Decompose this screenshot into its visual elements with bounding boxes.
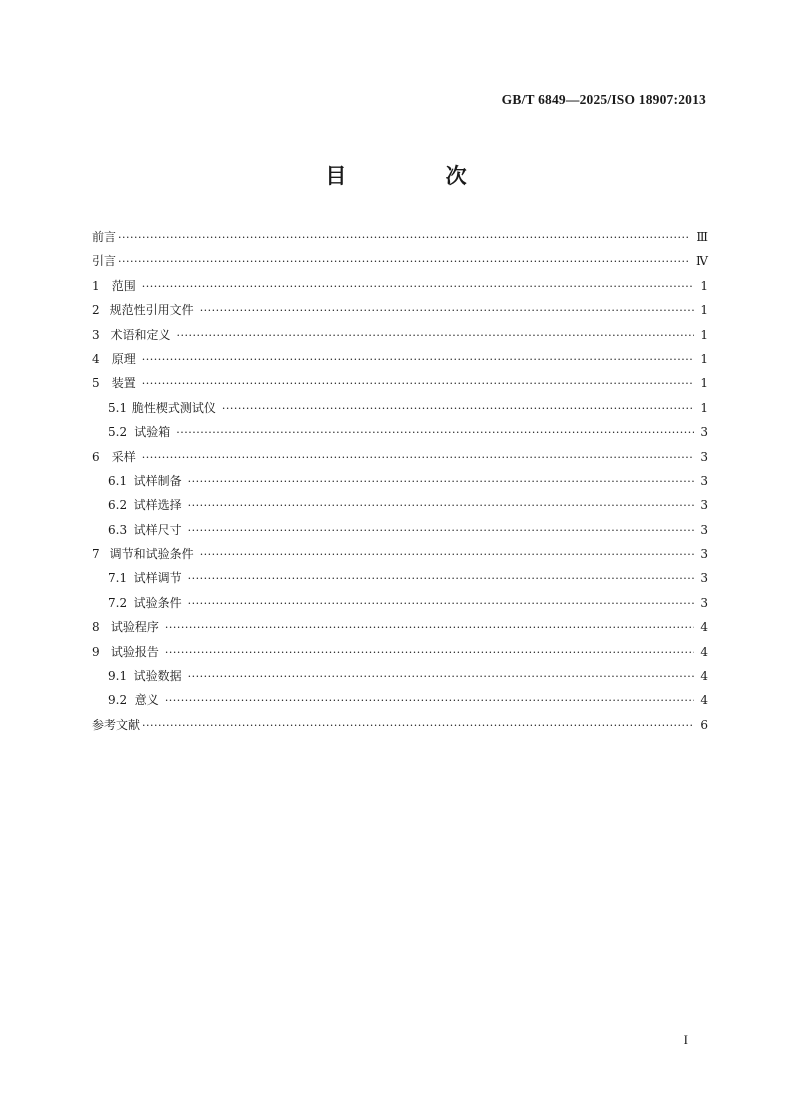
toc-entry-page: 3 xyxy=(700,498,708,513)
toc-entry-label: 调节和试验条件 xyxy=(109,547,194,562)
toc-entry[interactable] xyxy=(92,396,708,420)
toc-entry-label: 前言 xyxy=(92,230,117,244)
toc-dot-leader xyxy=(118,225,690,249)
toc-dot-leader xyxy=(142,371,694,395)
toc-entry-label: 试验报告 xyxy=(110,644,159,659)
toc-entry[interactable] xyxy=(92,542,708,566)
toc-dot-leader xyxy=(188,469,694,493)
toc-entry-label: 引言 xyxy=(92,254,117,269)
toc-entry-page: 3 xyxy=(700,571,708,586)
toc-dot-leader xyxy=(200,298,694,322)
toc-dot-leader xyxy=(176,420,694,444)
toc-entry-label: 脆性楔式测试仪 xyxy=(131,400,216,415)
toc-entry-page: 1 xyxy=(700,327,708,342)
toc-entry-number: 3 xyxy=(92,327,100,342)
toc-entry-label: 原理 xyxy=(111,351,136,366)
toc-entry-page: 4 xyxy=(700,693,708,708)
toc-dot-leader xyxy=(142,274,694,298)
toc-entry-page: Ⅳ xyxy=(696,254,708,269)
toc-entry-page: 3 xyxy=(700,425,708,440)
toc-entry-page: 1 xyxy=(700,400,708,415)
toc-entry-number: 4 xyxy=(92,351,100,366)
toc-entry[interactable] xyxy=(92,688,708,712)
toc-entry-label: 试样制备 xyxy=(133,473,182,488)
toc-entry[interactable] xyxy=(92,323,708,347)
toc-dot-leader xyxy=(118,249,690,273)
toc-entry-label: 意义 xyxy=(134,693,159,708)
toc-dot-leader xyxy=(142,713,694,737)
toc-entry-page: 6 xyxy=(700,717,708,732)
toc-entry-label: 试样调节 xyxy=(133,571,182,586)
toc-entry-page: 3 xyxy=(700,595,708,610)
toc-entry-label: 参考文献 xyxy=(92,717,141,732)
footer-page-number: I xyxy=(683,1032,688,1047)
standard-code-header: GB/T 6849—2025/ISO 18907:2013 xyxy=(501,92,706,107)
page-title: 目 次 xyxy=(325,164,513,188)
toc-dot-leader xyxy=(165,688,694,712)
toc-entry[interactable] xyxy=(92,420,708,444)
toc-dot-leader xyxy=(165,615,694,639)
toc-entry[interactable] xyxy=(92,445,708,469)
toc-entry-page: 3 xyxy=(700,522,708,537)
toc-entry-page: 3 xyxy=(700,473,708,488)
toc-entry[interactable] xyxy=(92,664,708,688)
toc-dot-leader xyxy=(165,640,694,664)
toc-entry-number: 7.1 xyxy=(108,571,128,586)
toc-entry[interactable] xyxy=(92,347,708,371)
toc-entry-label: 试样选择 xyxy=(133,498,182,513)
toc-entry-page: 4 xyxy=(700,644,708,659)
toc-entry-label: 试验数据 xyxy=(133,669,182,684)
toc-entry-page: 3 xyxy=(700,449,708,464)
toc-dot-leader xyxy=(142,347,694,371)
toc-entry[interactable] xyxy=(92,518,708,542)
toc-dot-leader xyxy=(200,542,694,566)
toc-entry-number: 6.1 xyxy=(108,473,128,488)
toc-dot-leader xyxy=(222,396,694,420)
toc-entry[interactable] xyxy=(92,371,708,395)
toc-entry[interactable] xyxy=(92,274,708,298)
toc-entry-label: 装置 xyxy=(111,376,136,391)
toc-entry-number: 9.2 xyxy=(108,693,128,708)
toc-dot-leader xyxy=(188,566,694,590)
toc-entry-number: 5.1 xyxy=(108,400,128,415)
toc-entry-number: 7.2 xyxy=(108,595,128,610)
table-of-contents xyxy=(92,225,708,737)
toc-entry-label: 范围 xyxy=(111,278,136,293)
toc-entry-label: 试验程序 xyxy=(110,620,159,635)
toc-entry[interactable] xyxy=(92,713,708,737)
toc-entry[interactable] xyxy=(92,298,708,322)
toc-dot-leader xyxy=(188,664,694,688)
toc-entry[interactable] xyxy=(92,640,708,664)
toc-entry-number: 9 xyxy=(92,644,100,659)
toc-entry-number: 6.2 xyxy=(108,498,128,513)
toc-entry-page: 1 xyxy=(700,376,708,391)
toc-entry-page: 1 xyxy=(700,303,708,318)
toc-entry-page: 1 xyxy=(700,351,708,366)
toc-entry-number: 8 xyxy=(92,620,100,635)
toc-entry-number: 6 xyxy=(92,449,100,464)
toc-entry-label: 规范性引用文件 xyxy=(109,303,194,318)
toc-entry-number: 1 xyxy=(92,278,100,293)
toc-entry-number: 6.3 xyxy=(108,522,128,537)
toc-entry-label: 采样 xyxy=(111,449,136,464)
toc-entry-page: 3 xyxy=(700,547,708,562)
toc-entry-label: 试验条件 xyxy=(133,595,182,610)
toc-entry-label: 试验箱 xyxy=(134,425,171,440)
toc-dot-leader xyxy=(177,323,694,347)
toc-dot-leader xyxy=(188,591,694,615)
toc-entry-page: 4 xyxy=(700,669,708,684)
toc-entry[interactable] xyxy=(92,591,708,615)
toc-entry-number: 5.2 xyxy=(108,425,128,440)
toc-entry[interactable] xyxy=(92,566,708,590)
toc-entry[interactable] xyxy=(92,225,708,249)
toc-dot-leader xyxy=(188,518,694,542)
toc-dot-leader xyxy=(142,445,694,469)
toc-entry[interactable] xyxy=(92,249,708,273)
toc-entry-page: 4 xyxy=(700,620,708,635)
toc-entry-page: Ⅲ xyxy=(696,230,708,244)
toc-entry-number: 2 xyxy=(92,303,100,318)
toc-entry[interactable] xyxy=(92,615,708,639)
toc-dot-leader xyxy=(188,493,694,517)
toc-entry[interactable] xyxy=(92,493,708,517)
toc-entry-number: 9.1 xyxy=(108,669,128,684)
toc-entry[interactable] xyxy=(92,469,708,493)
toc-entry-label: 术语和定义 xyxy=(110,327,171,342)
toc-entry-label: 试样尺寸 xyxy=(133,522,182,537)
toc-entry-number: 5 xyxy=(92,376,100,391)
toc-entry-number: 7 xyxy=(92,547,100,562)
toc-entry-page: 1 xyxy=(700,278,708,293)
